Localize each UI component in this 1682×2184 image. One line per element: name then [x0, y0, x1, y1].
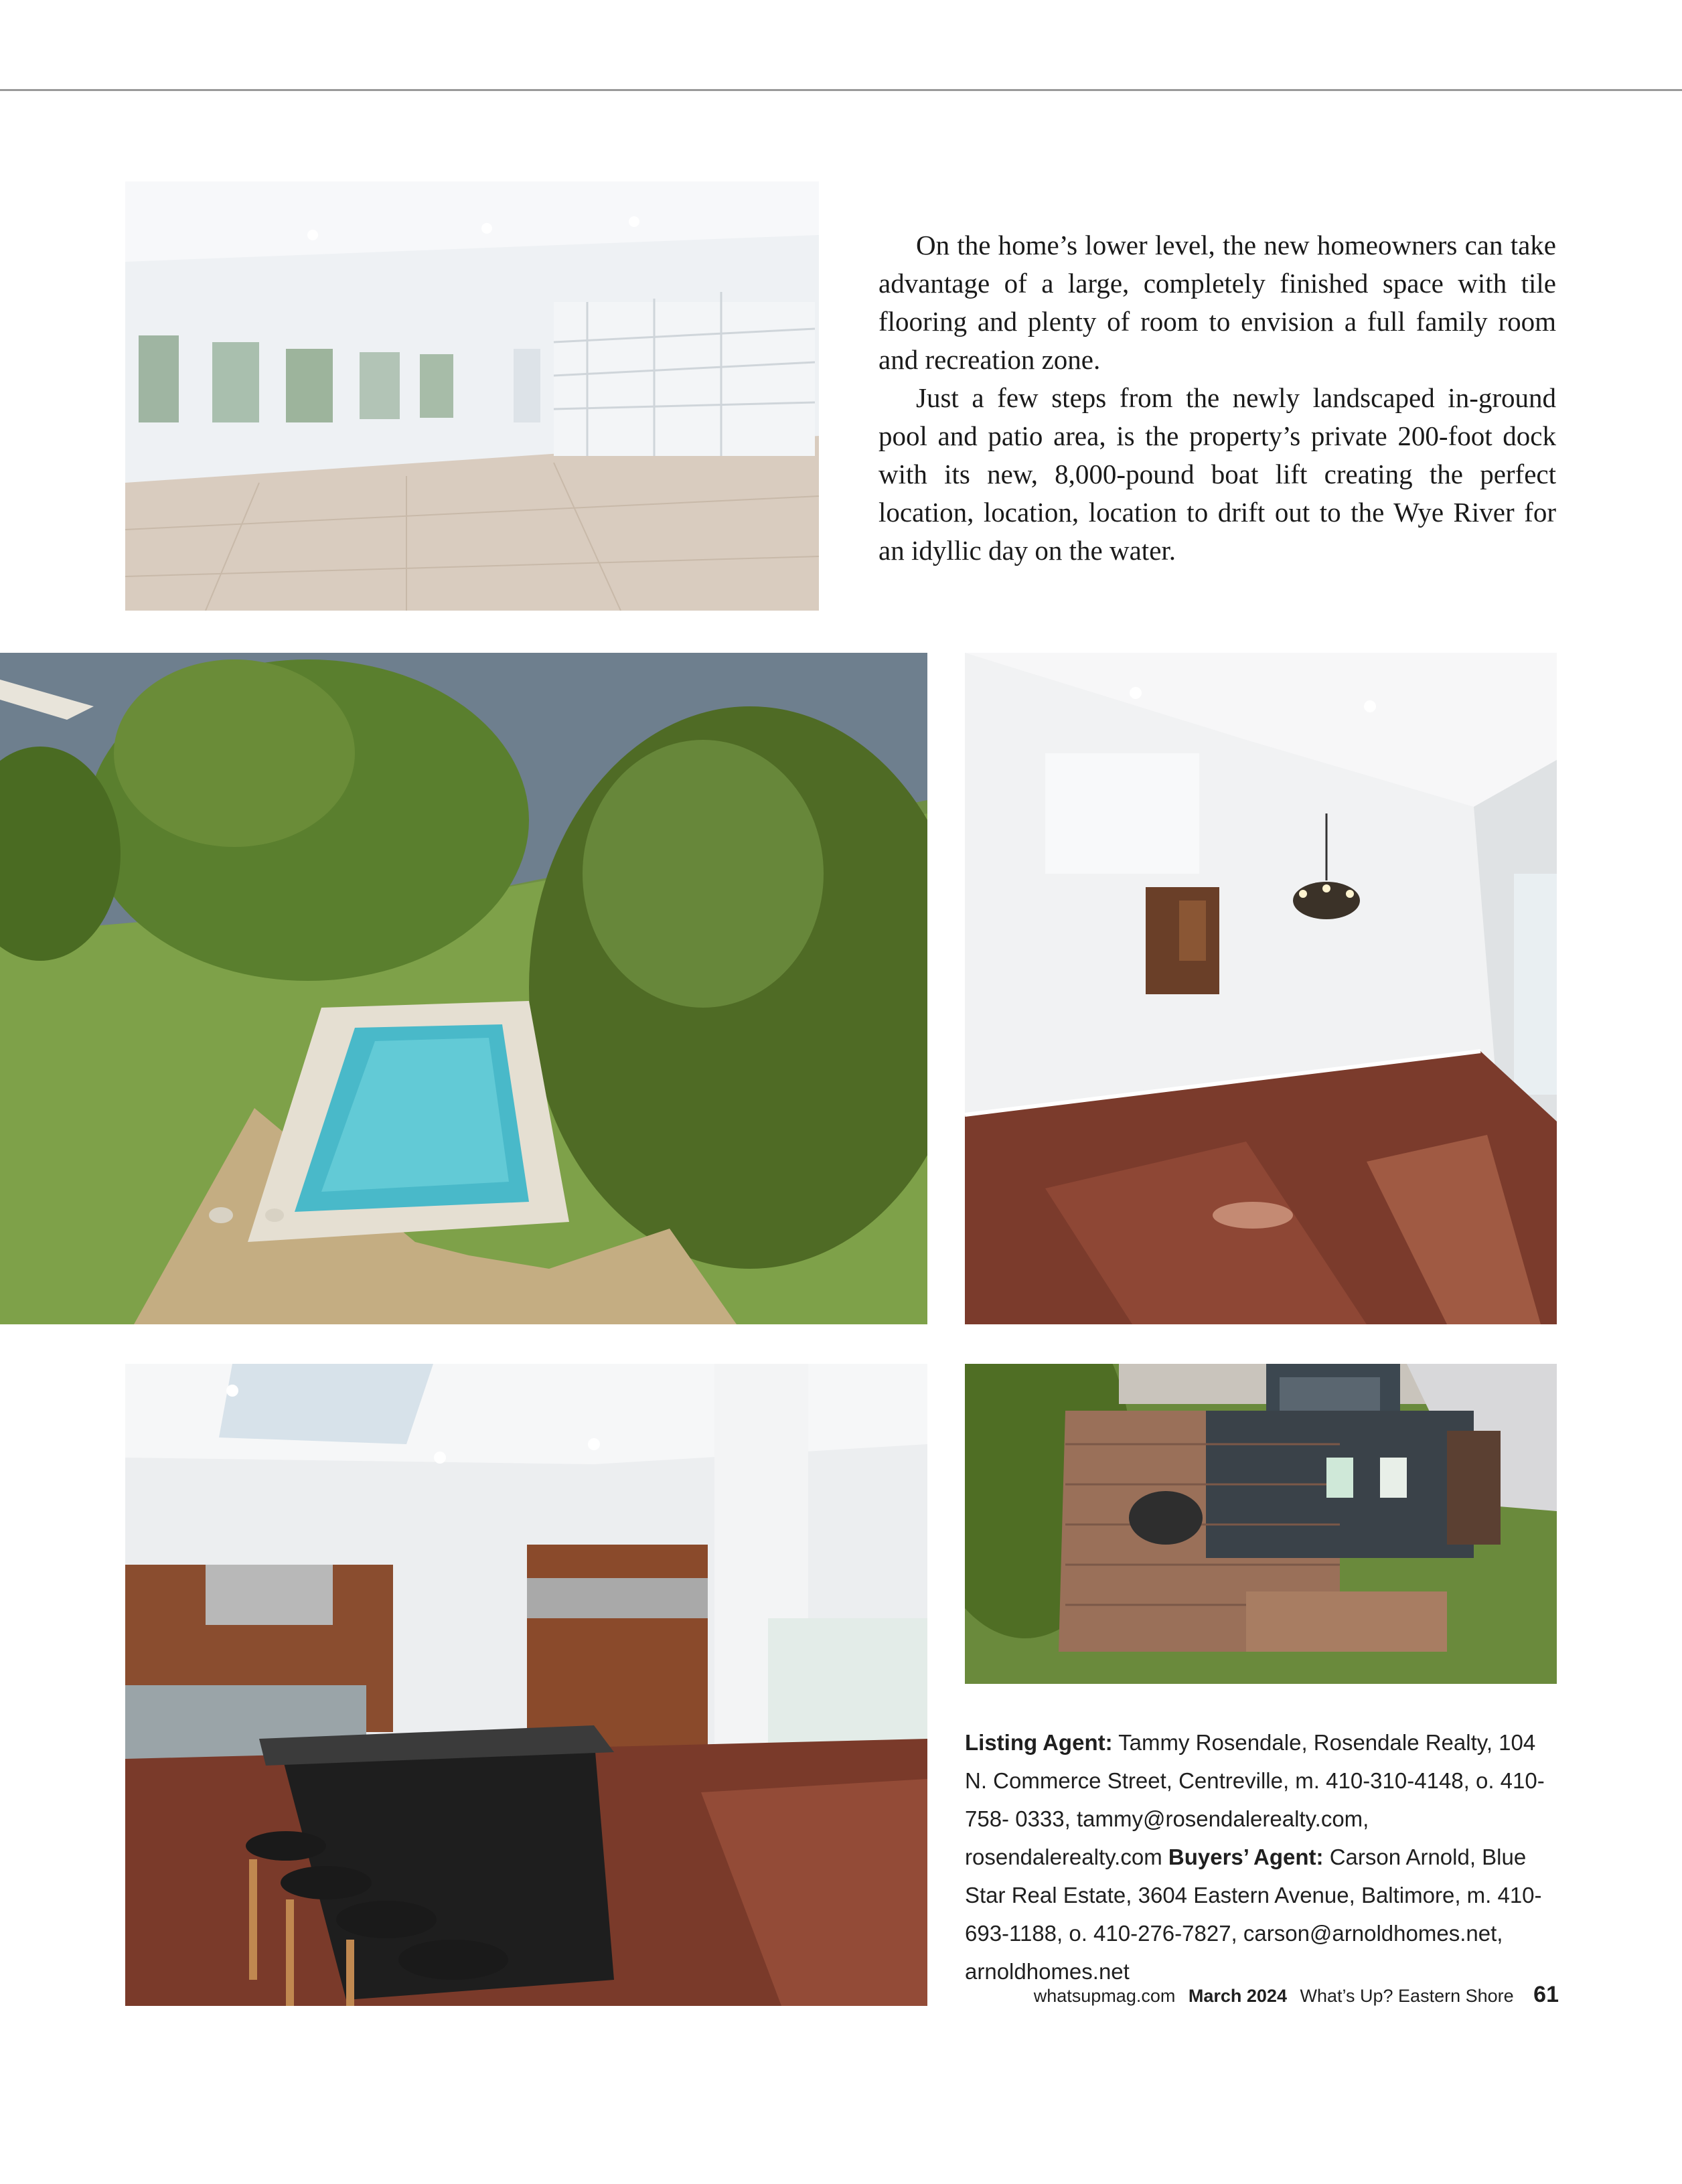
lower-level-room-photo: [125, 181, 819, 611]
page-number: 61: [1533, 1982, 1559, 2007]
listing-agent-details: Tammy Rosendale, Rosendale Realty, 104 N. Commerce Street, Centreville, m. 410-310-4148, o. 410-758- 0333, tammy@rosendalerealty.com, rosendalerealty.com: [965, 1730, 1545, 1869]
footer-magazine: What’s Up? Eastern Shore: [1300, 1986, 1514, 2006]
kitchen-photo: [125, 1364, 927, 2006]
buyers-agent-label: Buyers’ Agent:: [1168, 1845, 1324, 1869]
article-paragraph: On the home’s lower level, the new homeowners can take advantage of a large, completely finished space with tile flooring and plenty of room to envision a full family room and recreation zone.: [878, 230, 1556, 375]
deck-aerial-photo: [965, 1364, 1557, 1684]
header-rule: [0, 89, 1682, 91]
article-paragraph: Just a few steps from the newly landscaped in-ground pool and patio area, is the property’s private 200-foot dock with its new, 8,000-pound boat lift creating the perfect location, location, location to drift out to the Wye River for an idyllic day on the water.: [878, 382, 1556, 566]
aerial-pool-photo: [0, 653, 927, 1324]
article-body: [878, 226, 1556, 570]
buyers-agent-details: Carson Arnold, Blue Star Real Estate, 3604 Eastern Avenue, Baltimore, m. 410-693-1188, o. 410-276-7827, carson@arnoldhomes.net, arnoldhomes.net: [965, 1845, 1542, 1984]
page-footer: [1034, 1982, 1559, 2008]
listing-agent-label: Listing Agent:: [965, 1730, 1113, 1755]
agent-info: [965, 1723, 1554, 1991]
footer-site: whatsupmag.com: [1033, 1986, 1176, 2006]
footer-date: March 2024: [1188, 1986, 1287, 2006]
dining-room-photo: [965, 653, 1557, 1324]
